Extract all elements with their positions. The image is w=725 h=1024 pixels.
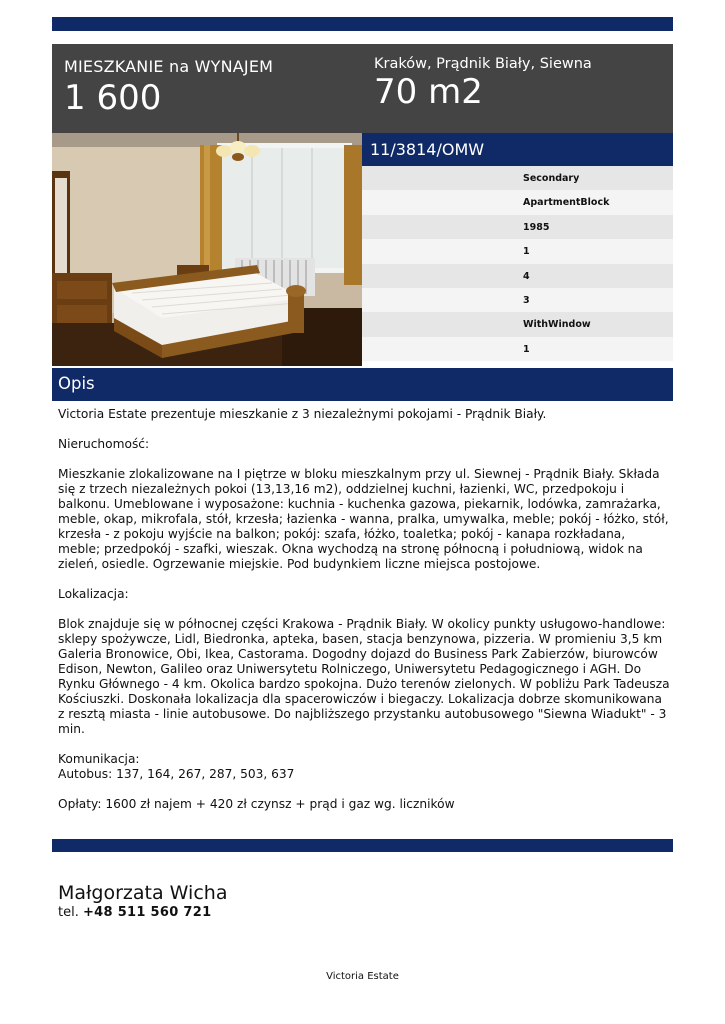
property-row: 1 xyxy=(362,239,673,263)
description-body xyxy=(58,407,670,827)
agent-phone: +48 511 560 721 xyxy=(82,905,212,920)
bedroom-photo xyxy=(52,133,362,366)
listing-price: 1 600 xyxy=(64,78,162,118)
listing-reference: 11/3814/OMW xyxy=(362,133,673,166)
property-row: WithWindow xyxy=(362,312,673,336)
property-row: Secondary xyxy=(362,166,673,190)
property-row: 4 xyxy=(362,264,673,288)
agent-phone-line xyxy=(58,905,227,920)
top-accent-bar xyxy=(52,17,673,31)
property-row: 1985 xyxy=(362,215,673,239)
description-paragraph: Victoria Estate prezentuje mieszkanie z 3 niezależnymi pokojami - Prądnik Biały. xyxy=(58,407,547,421)
listing-photo xyxy=(52,133,362,366)
description-paragraph: Blok znajduje się w północnej części Krakowa - Prądnik Biały. W okolicy punkty usługowo-handlowe: sklepy spożywcze, Lidl, Biedronka, apteka, basen, stacja benzynowa, pizzeria. W promieniu 3,5 km Galeria Bronowice, Obi, Ikea, Castorama. Dogodny dojazd do Business Park Zabierzów, biurowców Edison, Newton, Galileo oraz Uniwersytetu Rolniczego, Uniwersytetu Pedagogicznego i AGH. Do Rynku Głównego - 4 km. Okolica bardzo spokojna. Dużo terenów zielonych. W pobliżu Park Tadeusza Kościuszki. Doskonała lokalizacja dla spacerowiczów i biegaczy. Lokalizacja dobrze skomunikowana z resztą miasta - linie autobusowe. Do najbliższego przystanku autobusowego "Siewna Wiadukt" - 3 min. xyxy=(58,617,670,736)
agent-contact xyxy=(58,882,227,920)
agent-name: Małgorzata Wicha xyxy=(58,882,228,904)
description-section-header: Opis xyxy=(52,368,673,401)
property-row: 1 xyxy=(362,337,673,361)
phone-label: tel. xyxy=(58,905,83,920)
header-left xyxy=(64,57,273,118)
property-row: 3 xyxy=(362,288,673,312)
listing-header xyxy=(52,44,673,133)
listing-location: Kraków, Prądnik Biały, Siewna xyxy=(374,56,592,72)
description-paragraph: Lokalizacja: xyxy=(58,587,129,601)
listing-area: 70 m2 xyxy=(374,72,483,112)
header-right xyxy=(374,56,592,112)
footer-accent-bar xyxy=(52,839,673,852)
company-name: Victoria Estate xyxy=(326,971,399,982)
description-paragraph: Opłaty: 1600 zł najem + 420 zł czynsz + prąd i gaz wg. liczników xyxy=(58,797,455,811)
property-row: ApartmentBlock xyxy=(362,190,673,214)
description-paragraph: Komunikacja: Autobus: 137, 164, 267, 287, 503, 637 xyxy=(58,752,295,781)
description-paragraph: Nieruchomość: xyxy=(58,437,150,451)
listing-type: MIESZKANIE na WYNAJEM xyxy=(64,57,274,76)
property-details-table xyxy=(362,166,673,361)
description-paragraph: Mieszkanie zlokalizowane na I piętrze w bloku mieszkalnym przy ul. Siewnej - Prądnik Biały. Składa się z trzech niezależnych pokoi (13,13,16 m2), oddzielnej kuchni, łazienki, WC, przedpokoju i balkonu. Umeblowane i wyposażone: kuchnia - kuchenka gazowa, piekarnik, lodówka, zamrażarka, meble, okap, mikrofala, stół, krzesła; łazienka - wanna, pralka, umywalka, meble; pokój - łóżko, stół, krzesła - z pokoju wyjście na balkon; pokój: szafa, łóżko, toaletka; pokój - kanapa rozkładana, meble; przedpokój - szafki, wieszak. Okna wychodzą na stronę północną i południową, widok na zieleń, osiedle. Ogrzewanie miejskie. Pod budynkiem liczne miejsca postojowe. xyxy=(58,467,669,571)
